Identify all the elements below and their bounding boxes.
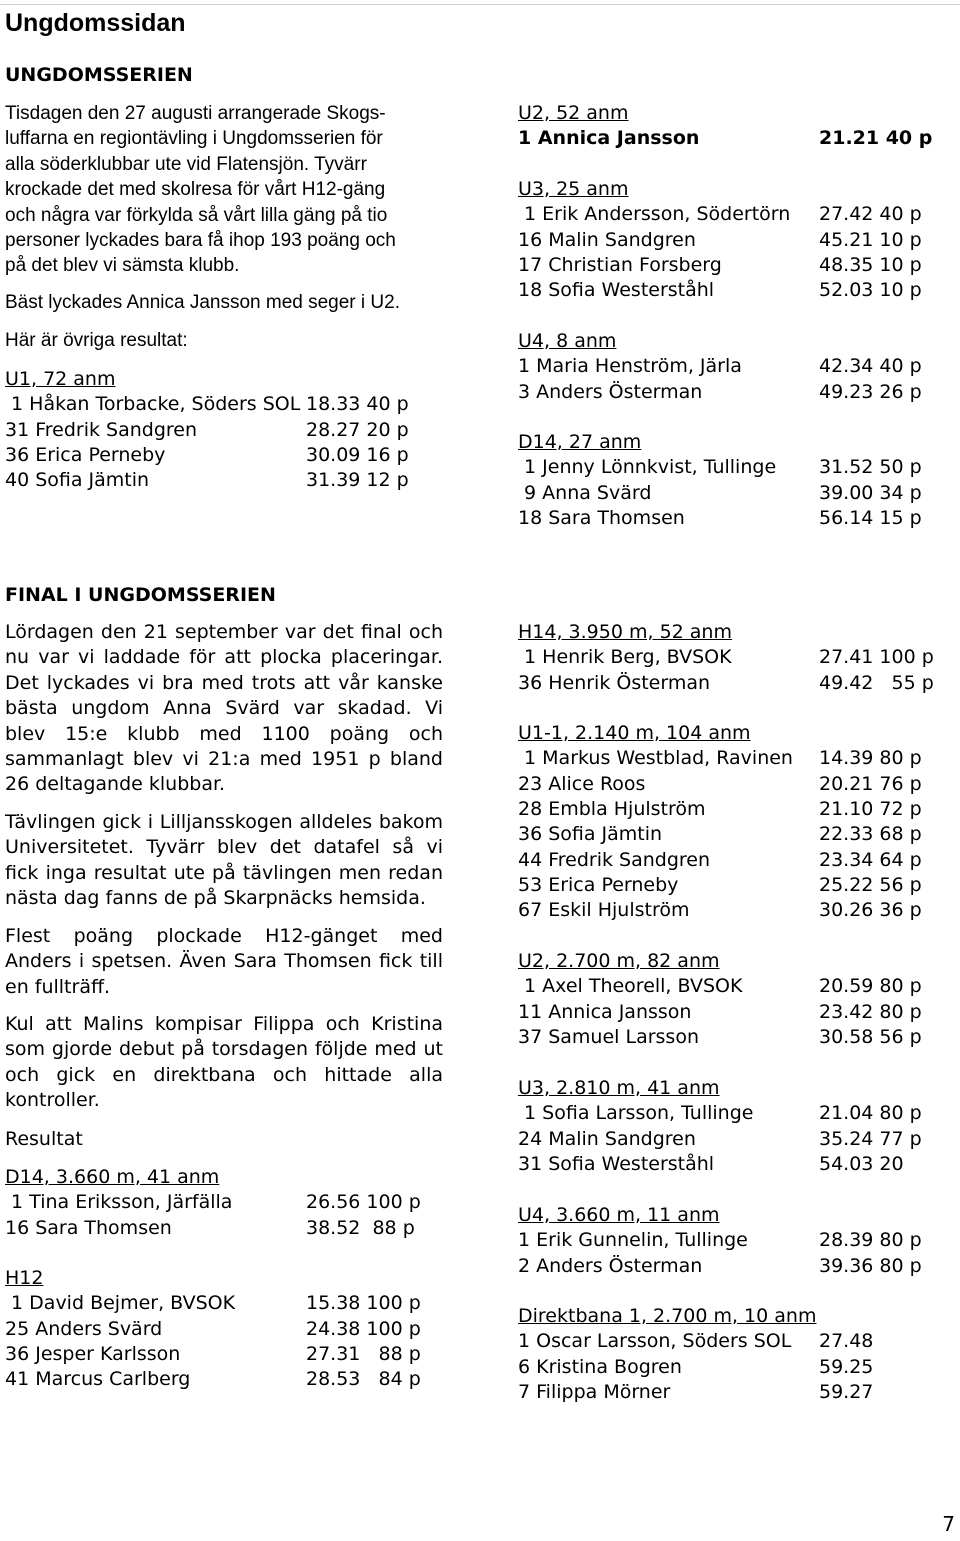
- result-row: [518, 253, 958, 278]
- runner-result: 21.04 80 p: [819, 1102, 922, 1125]
- result-row: [518, 228, 958, 253]
- result-class-title: U2, 2.700 m, 82 anm: [518, 950, 720, 972]
- result-class-title: H12: [5, 1267, 44, 1289]
- runner-name: 1 Tina Eriksson, Järfälla: [5, 1191, 233, 1214]
- runner-result: 18.33 40 p: [306, 393, 409, 416]
- page-number: 7: [942, 1512, 955, 1536]
- result-row: [518, 1329, 958, 1354]
- section-heading-ungdomsserien: UNGDOMSSERIEN: [5, 64, 193, 86]
- runner-name: 1 Erik Gunnelin, Tullinge: [518, 1229, 748, 1252]
- result-row: [518, 1380, 958, 1405]
- result-row: [518, 126, 958, 151]
- runner-result: 48.35 10 p: [819, 253, 922, 276]
- runner-name: 17 Christian Forsberg: [518, 253, 722, 276]
- runner-result: 15.38 100 p: [306, 1292, 421, 1315]
- runner-result: 20.59 80 p: [819, 975, 922, 998]
- result-row: [5, 1367, 445, 1392]
- intro-line: personer lyckades bara få ihop 193 poäng och: [5, 230, 396, 251]
- runner-name: 1 Henrik Berg, BVSOK: [518, 646, 732, 669]
- runner-name: 31 Fredrik Sandgren: [5, 418, 198, 441]
- runner-result: 14.39 80 p: [819, 747, 922, 770]
- result-row: [518, 1254, 958, 1279]
- runner-name: 23 Alice Roos: [518, 772, 646, 795]
- intro-line: på det blev vi sämsta klubb.: [5, 255, 240, 277]
- runner-result: 27.41 100 p: [819, 646, 934, 669]
- runner-result: 28.53 84 p: [306, 1368, 421, 1391]
- runner-name: 9 Anna Svärd: [518, 481, 652, 504]
- runner-name: 31 Sofia Westerståhl: [518, 1152, 715, 1175]
- results-label: Resultat: [5, 1128, 83, 1150]
- runner-name: 16 Malin Sandgren: [518, 228, 696, 251]
- runner-result: 38.52 88 p: [306, 1216, 415, 1239]
- runner-result: 42.34 40 p: [819, 355, 922, 378]
- result-row: [518, 380, 958, 405]
- final-paragraph-1: Lördagen den 21 september var det final och nu var vi laddade för att plocka placeringar. Det lyckades vi bra med trots att vår kanske bästa ungdom Anna Svärd var skadad. Vi blev 15:e klubb med 1100 poäng och sammanlagt blev vi 21:a med 1951 p bland 26 deltagande klubbar.: [5, 621, 443, 796]
- runner-result: 23.34 64 p: [819, 848, 922, 871]
- result-row: [5, 443, 445, 468]
- runner-result: 49.42 55 p: [819, 671, 934, 694]
- result-row: [518, 1355, 958, 1380]
- runner-name: 24 Malin Sandgren: [518, 1127, 696, 1150]
- runner-result: 59.27: [819, 1380, 874, 1403]
- runner-name: 25 Anders Svärd: [5, 1317, 163, 1340]
- result-row: [518, 354, 958, 379]
- other-results-label: Här är övriga resultat:: [5, 330, 188, 351]
- result-row: [518, 1127, 958, 1152]
- runner-name: 7 Filippa Mörner: [518, 1380, 671, 1403]
- runner-result: 20.21 76 p: [819, 772, 922, 795]
- result-row: [5, 1342, 445, 1367]
- runner-result: 26.56 100 p: [306, 1191, 421, 1214]
- result-row: [5, 1317, 445, 1342]
- runner-name: 11 Annica Jansson: [518, 1000, 692, 1023]
- result-row: [5, 418, 445, 443]
- runner-name: 18 Sofia Westerståhl: [518, 279, 715, 302]
- runner-name: 1 Sofia Larsson, Tullinge: [518, 1102, 754, 1125]
- intro-line: Tisdagen den 27 augusti arrangerade Skogs-: [5, 103, 386, 124]
- runner-name: 1 Oscar Larsson, Söders SOL: [518, 1330, 792, 1353]
- page-title: Ungdomssidan: [5, 9, 186, 37]
- result-class-title: U3, 2.810 m, 41 anm: [518, 1077, 720, 1099]
- runner-name: 1 Jenny Lönnkvist, Tullinge: [518, 456, 777, 479]
- runner-name: 28 Embla Hjulström: [518, 797, 706, 820]
- runner-result: 59.25: [819, 1355, 874, 1378]
- runner-result: 35.24 77 p: [819, 1127, 922, 1150]
- result-class-title: D14, 3.660 m, 41 anm: [5, 1166, 220, 1188]
- best-result-text: Bäst lyckades Annica Jansson med seger i U2.: [5, 292, 400, 313]
- result-row: [518, 1228, 958, 1253]
- result-row: [518, 1000, 958, 1025]
- result-row: [518, 278, 958, 303]
- runner-result: 49.23 26 p: [819, 380, 922, 403]
- result-row: [518, 506, 958, 531]
- runner-result: 54.03 20: [819, 1152, 904, 1175]
- runner-name: 1 Maria Henström, Järla: [518, 355, 742, 378]
- runner-result: 56.14 15 p: [819, 506, 922, 529]
- runner-name: 1 Markus Westblad, Ravinen: [518, 747, 793, 770]
- intro-line: luffarna en regiontävling i Ungdomsserien för: [5, 128, 383, 150]
- runner-name: 67 Eskil Hjulström: [518, 899, 690, 922]
- result-row: [5, 392, 445, 417]
- result-row: [5, 468, 445, 493]
- runner-name: 1 Erik Andersson, Södertörn: [518, 203, 791, 226]
- runner-result: 24.38 100 p: [306, 1317, 421, 1340]
- runner-result: 27.42 40 p: [819, 203, 922, 226]
- runner-name: 36 Sofia Jämtin: [518, 823, 663, 846]
- runner-name: 18 Sara Thomsen: [518, 506, 685, 529]
- runner-result: 30.26 36 p: [819, 899, 922, 922]
- runner-name: 44 Fredrik Sandgren: [518, 848, 711, 871]
- result-class-title: D14, 27 anm: [518, 431, 642, 453]
- runner-name: 1 David Bejmer, BVSOK: [5, 1292, 236, 1315]
- intro-line: alla söderklubbar ute vid Flatensjön. Tyvärr: [5, 153, 367, 175]
- runner-name: 1 Håkan Torbacke, Söders SOL: [5, 393, 301, 416]
- runner-name: 1 Axel Theorell, BVSOK: [518, 975, 743, 998]
- runner-name: 37 Samuel Larsson: [518, 1025, 699, 1048]
- runner-name: 36 Henrik Österman: [518, 671, 711, 694]
- runner-result: 30.58 56 p: [819, 1025, 922, 1048]
- runner-name: 16 Sara Thomsen: [5, 1216, 172, 1239]
- runner-result: 21.10 72 p: [819, 797, 922, 820]
- result-class-title: H14, 3.950 m, 52 anm: [518, 621, 732, 643]
- runner-result: 28.27 20 p: [306, 418, 409, 441]
- result-row: [518, 481, 958, 506]
- result-row: [518, 1101, 958, 1126]
- runner-name: 36 Erica Perneby: [5, 443, 166, 466]
- runner-result: 31.52 50 p: [819, 456, 922, 479]
- header-rule: [0, 4, 960, 5]
- result-row: [518, 645, 958, 670]
- result-row: [518, 1025, 958, 1050]
- intro-line: krockade det med skolresa för vårt H12-gäng: [5, 179, 386, 201]
- result-row: [518, 974, 958, 999]
- runner-result: 30.09 16 p: [306, 443, 409, 466]
- runner-name: 2 Anders Österman: [518, 1254, 703, 1277]
- runner-result: 21.21 40 p: [819, 127, 933, 150]
- result-row: [518, 822, 958, 847]
- runner-name: 3 Anders Österman: [518, 380, 703, 403]
- runner-name: 1 Annica Jansson: [518, 127, 700, 150]
- result-row: [518, 797, 958, 822]
- runner-result: 22.33 68 p: [819, 823, 922, 846]
- result-row: [518, 772, 958, 797]
- result-class-title: U4, 8 anm: [518, 330, 617, 352]
- result-row: [518, 202, 958, 227]
- final-paragraph-2: Tävlingen gick i Lilljansskogen alldeles bakom Universitetet. Tyvärr blev det datafel så vi fick inga resultat ute på tävlingen men redan nästa dag fanns de på Skarpnäcks hemsida.: [5, 811, 443, 910]
- result-row: [518, 1152, 958, 1177]
- result-row: [518, 898, 958, 923]
- result-class-title: U1-1, 2.140 m, 104 anm: [518, 722, 751, 744]
- runner-result: 45.21 10 p: [819, 228, 922, 251]
- result-row: [518, 746, 958, 771]
- result-row: [518, 671, 958, 696]
- intro-line: och några var förkylda så vårt lilla gäng på tio: [5, 204, 388, 226]
- result-row: [5, 1216, 445, 1241]
- runner-result: 39.00 34 p: [819, 481, 922, 504]
- section-heading-final: FINAL I UNGDOMSSERIEN: [5, 584, 276, 606]
- final-paragraph-3: Flest poäng plockade H12-gänget med Anders i spetsen. Även Sara Thomsen fick till en fullträff.: [5, 925, 443, 998]
- runner-result: 52.03 10 p: [819, 279, 922, 302]
- result-class-title: U3, 25 anm: [518, 178, 629, 200]
- result-class-title: Direktbana 1, 2.700 m, 10 anm: [518, 1305, 817, 1327]
- runner-name: 36 Jesper Karlsson: [5, 1342, 181, 1365]
- result-row: [518, 455, 958, 480]
- runner-result: 31.39 12 p: [306, 469, 409, 492]
- runner-result: 27.48: [819, 1330, 874, 1353]
- result-class-title: U4, 3.660 m, 11 anm: [518, 1204, 720, 1226]
- runner-result: 28.39 80 p: [819, 1229, 922, 1252]
- runner-name: 53 Erica Perneby: [518, 873, 679, 896]
- result-row: [5, 1190, 445, 1215]
- runner-result: 27.31 88 p: [306, 1342, 421, 1365]
- result-row: [5, 1291, 445, 1316]
- final-paragraph-4: Kul att Malins kompisar Filippa och Kristina som gjorde debut på torsdagen följde med ut och gick en direktbana och hittade alla kontroller.: [5, 1013, 443, 1112]
- result-row: [518, 848, 958, 873]
- runner-name: 6 Kristina Bogren: [518, 1355, 682, 1378]
- runner-result: 23.42 80 p: [819, 1000, 922, 1023]
- runner-result: 25.22 56 p: [819, 873, 922, 896]
- result-class-title: U2, 52 anm: [518, 102, 629, 124]
- runner-name: 40 Sofia Jämtin: [5, 469, 150, 492]
- runner-name: 41 Marcus Carlberg: [5, 1368, 191, 1391]
- result-class-title: U1, 72 anm: [5, 368, 116, 390]
- result-row: [518, 873, 958, 898]
- runner-result: 39.36 80 p: [819, 1254, 922, 1277]
